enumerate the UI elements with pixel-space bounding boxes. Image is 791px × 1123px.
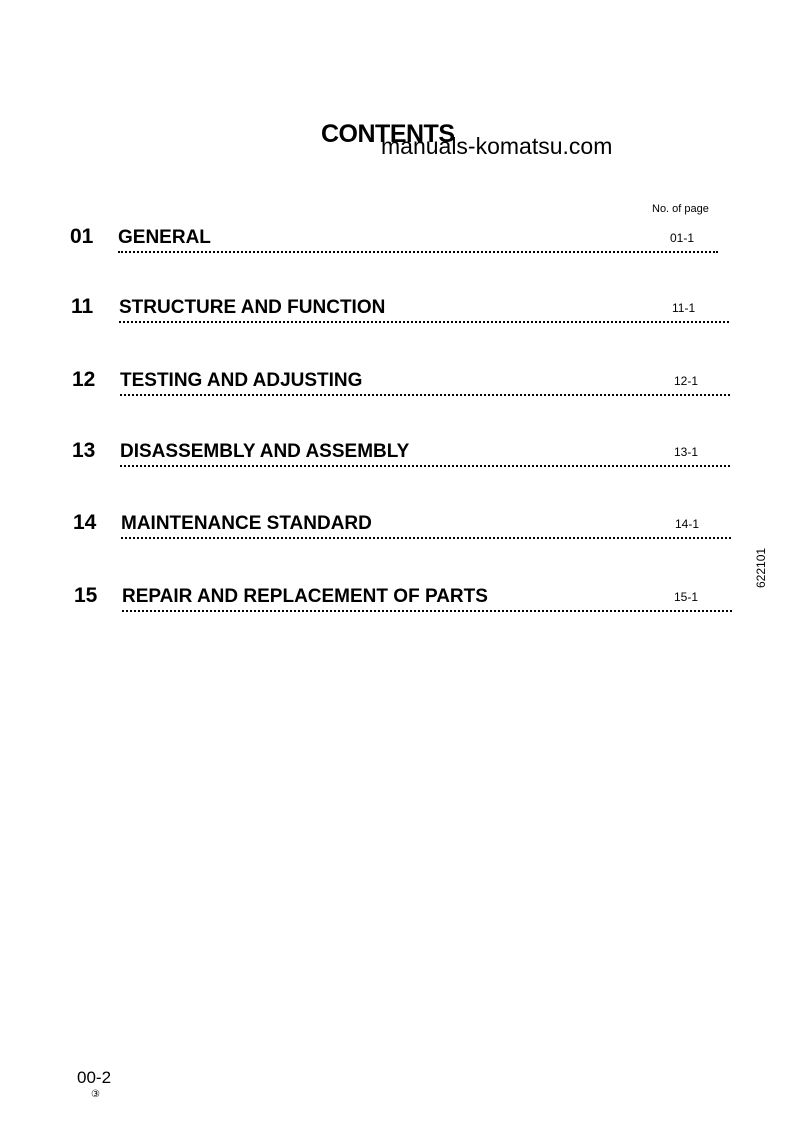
footer-page-number: 00-2 <box>77 1068 112 1087</box>
toc-entry-number: 01 <box>70 225 94 248</box>
toc-entry-title: GENERAL <box>118 227 215 249</box>
toc-entry-testing-and-adjusting[interactable] <box>72 368 712 398</box>
toc-entry-page: 14-1 <box>675 517 700 531</box>
toc-entry-disassembly-and-assembly[interactable] <box>72 439 712 469</box>
watermark-text: manuals-komatsu.com <box>381 133 613 159</box>
footer-revision-mark: ③ <box>91 1089 100 1100</box>
toc-entry-page: 15-1 <box>674 590 699 604</box>
toc-entry-repair-and-replacement[interactable] <box>74 584 714 614</box>
toc-entry-title: DISASSEMBLY AND ASSEMBLY <box>120 441 413 463</box>
page-column-header: No. of page <box>652 203 709 215</box>
toc-entry-title: STRUCTURE AND FUNCTION <box>119 297 389 319</box>
toc-entry-page: 11-1 <box>672 301 696 315</box>
toc-entry-number: 11 <box>71 295 94 318</box>
toc-entry-title: TESTING AND ADJUSTING <box>120 370 366 392</box>
toc-entry-page: 13-1 <box>674 445 699 459</box>
toc-entry-general[interactable] <box>70 225 710 255</box>
toc-entry-page: 01-1 <box>670 231 695 245</box>
toc-entry-maintenance-standard[interactable] <box>73 511 713 541</box>
page-title: CONTENTS <box>321 120 455 148</box>
side-document-code: 622101 <box>754 547 768 588</box>
toc-entry-title: MAINTENANCE STANDARD <box>121 513 376 535</box>
toc-entry-structure-and-function[interactable] <box>71 295 711 325</box>
toc-entry-number: 13 <box>72 439 96 462</box>
toc-entry-number: 12 <box>72 368 96 391</box>
toc-entry-number: 15 <box>74 584 98 607</box>
toc-entry-number: 14 <box>73 511 97 534</box>
toc-entry-page: 12-1 <box>674 374 699 388</box>
toc-entry-title: REPAIR AND REPLACEMENT OF PARTS <box>122 586 492 608</box>
